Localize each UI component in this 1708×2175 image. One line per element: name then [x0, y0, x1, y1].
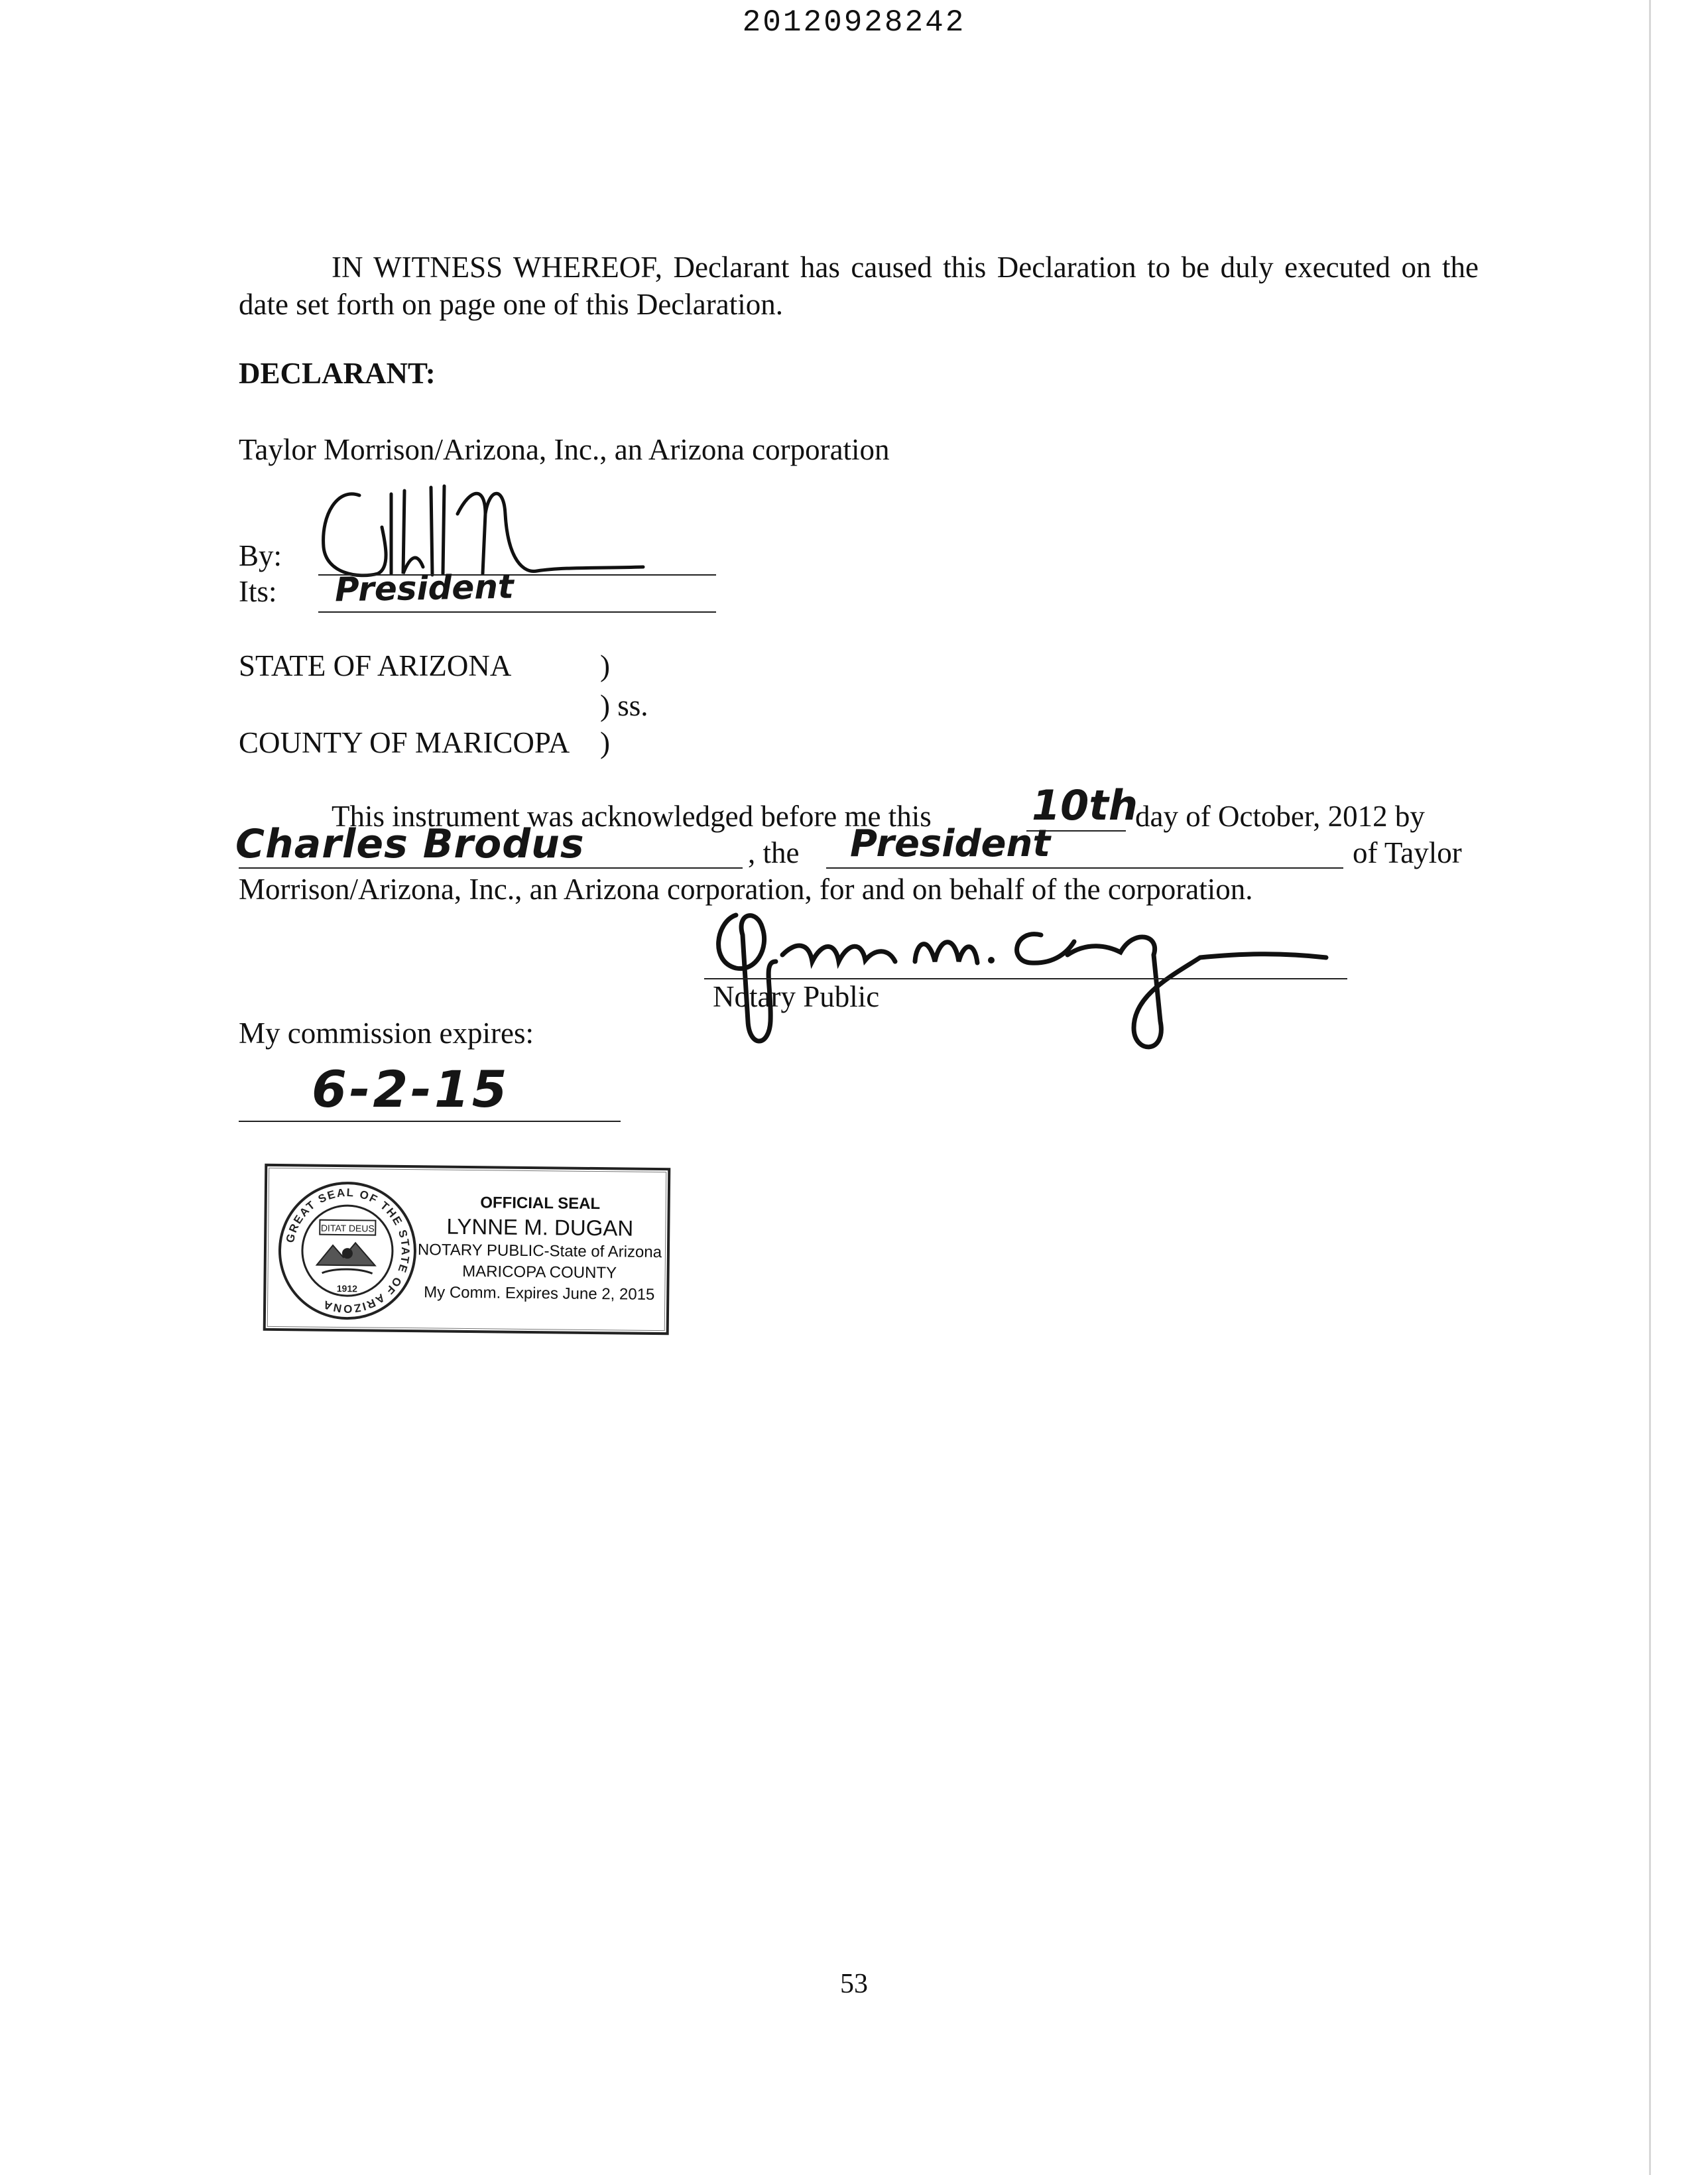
name-line: [239, 867, 743, 869]
seal-county: MARICOPA COUNTY: [462, 1262, 617, 1282]
commission-date-handwritten: 6-2-15: [312, 1060, 510, 1119]
county-label: COUNTY OF MARICOPA: [239, 726, 570, 759]
acknowledgment-name-handwritten: Charles Brodus: [235, 821, 585, 867]
commission-date-line: [239, 1121, 621, 1122]
notary-public-label: Notary Public: [713, 980, 880, 1013]
acknowledgment-line1-end: day of October, 2012 by: [1135, 800, 1425, 833]
scan-edge-line: [1649, 0, 1651, 2175]
acknowledgment-the: , the: [748, 836, 800, 869]
commission-label: My commission expires:: [239, 1017, 534, 1050]
page-number: 53: [840, 1969, 868, 1999]
by-label: By:: [239, 539, 282, 572]
state-paren: ): [600, 649, 610, 682]
seal-heading: OFFICIAL SEAL: [480, 1194, 601, 1213]
its-label: Its:: [239, 575, 277, 608]
ss-label: ) ss.: [600, 689, 648, 722]
seal-notary-name: LYNNE M. DUGAN: [446, 1213, 634, 1241]
arizona-state-seal-icon: [275, 1178, 420, 1323]
official-seal-stamp: [263, 1164, 671, 1335]
title-line: [826, 867, 1343, 869]
recording-number: 20120928242: [742, 5, 966, 40]
acknowledgment-title-handwritten: President: [850, 822, 1051, 865]
seal-year: 1912: [336, 1282, 358, 1294]
declarant-heading: DECLARANT:: [239, 357, 436, 390]
state-label: STATE OF ARIZONA: [239, 649, 512, 682]
its-title-handwritten: President: [334, 567, 515, 609]
seal-ring-text: GREAT SEAL OF THE STATE OF ARIZONA: [283, 1186, 412, 1316]
acknowledgment-of: of Taylor: [1353, 836, 1462, 869]
company-line: Taylor Morrison/Arizona, Inc., an Arizona corporation: [239, 433, 890, 466]
seal-expiration: My Comm. Expires June 2, 2015: [424, 1283, 655, 1304]
acknowledgment-line1: This instrument was acknowledged before me this: [332, 800, 932, 833]
seal-motto: DITAT DEUS: [320, 1222, 375, 1234]
acknowledgment-day-handwritten: 10th: [1032, 781, 1138, 830]
its-signature-line: [318, 611, 716, 613]
seal-notary-state: NOTARY PUBLIC-State of Arizona: [417, 1241, 662, 1262]
county-paren: ): [600, 726, 610, 759]
seal-text-block: [412, 1192, 668, 1306]
witness-clause: IN WITNESS WHEREOF, Declarant has caused this Declaration to be duly executed on the date set forth on page one of this Declaration.: [239, 251, 1479, 321]
acknowledgment-line3: Morrison/Arizona, Inc., an Arizona corporation, for and on behalf of the corporation.: [239, 873, 1253, 906]
notary-signature: [696, 889, 1333, 1061]
